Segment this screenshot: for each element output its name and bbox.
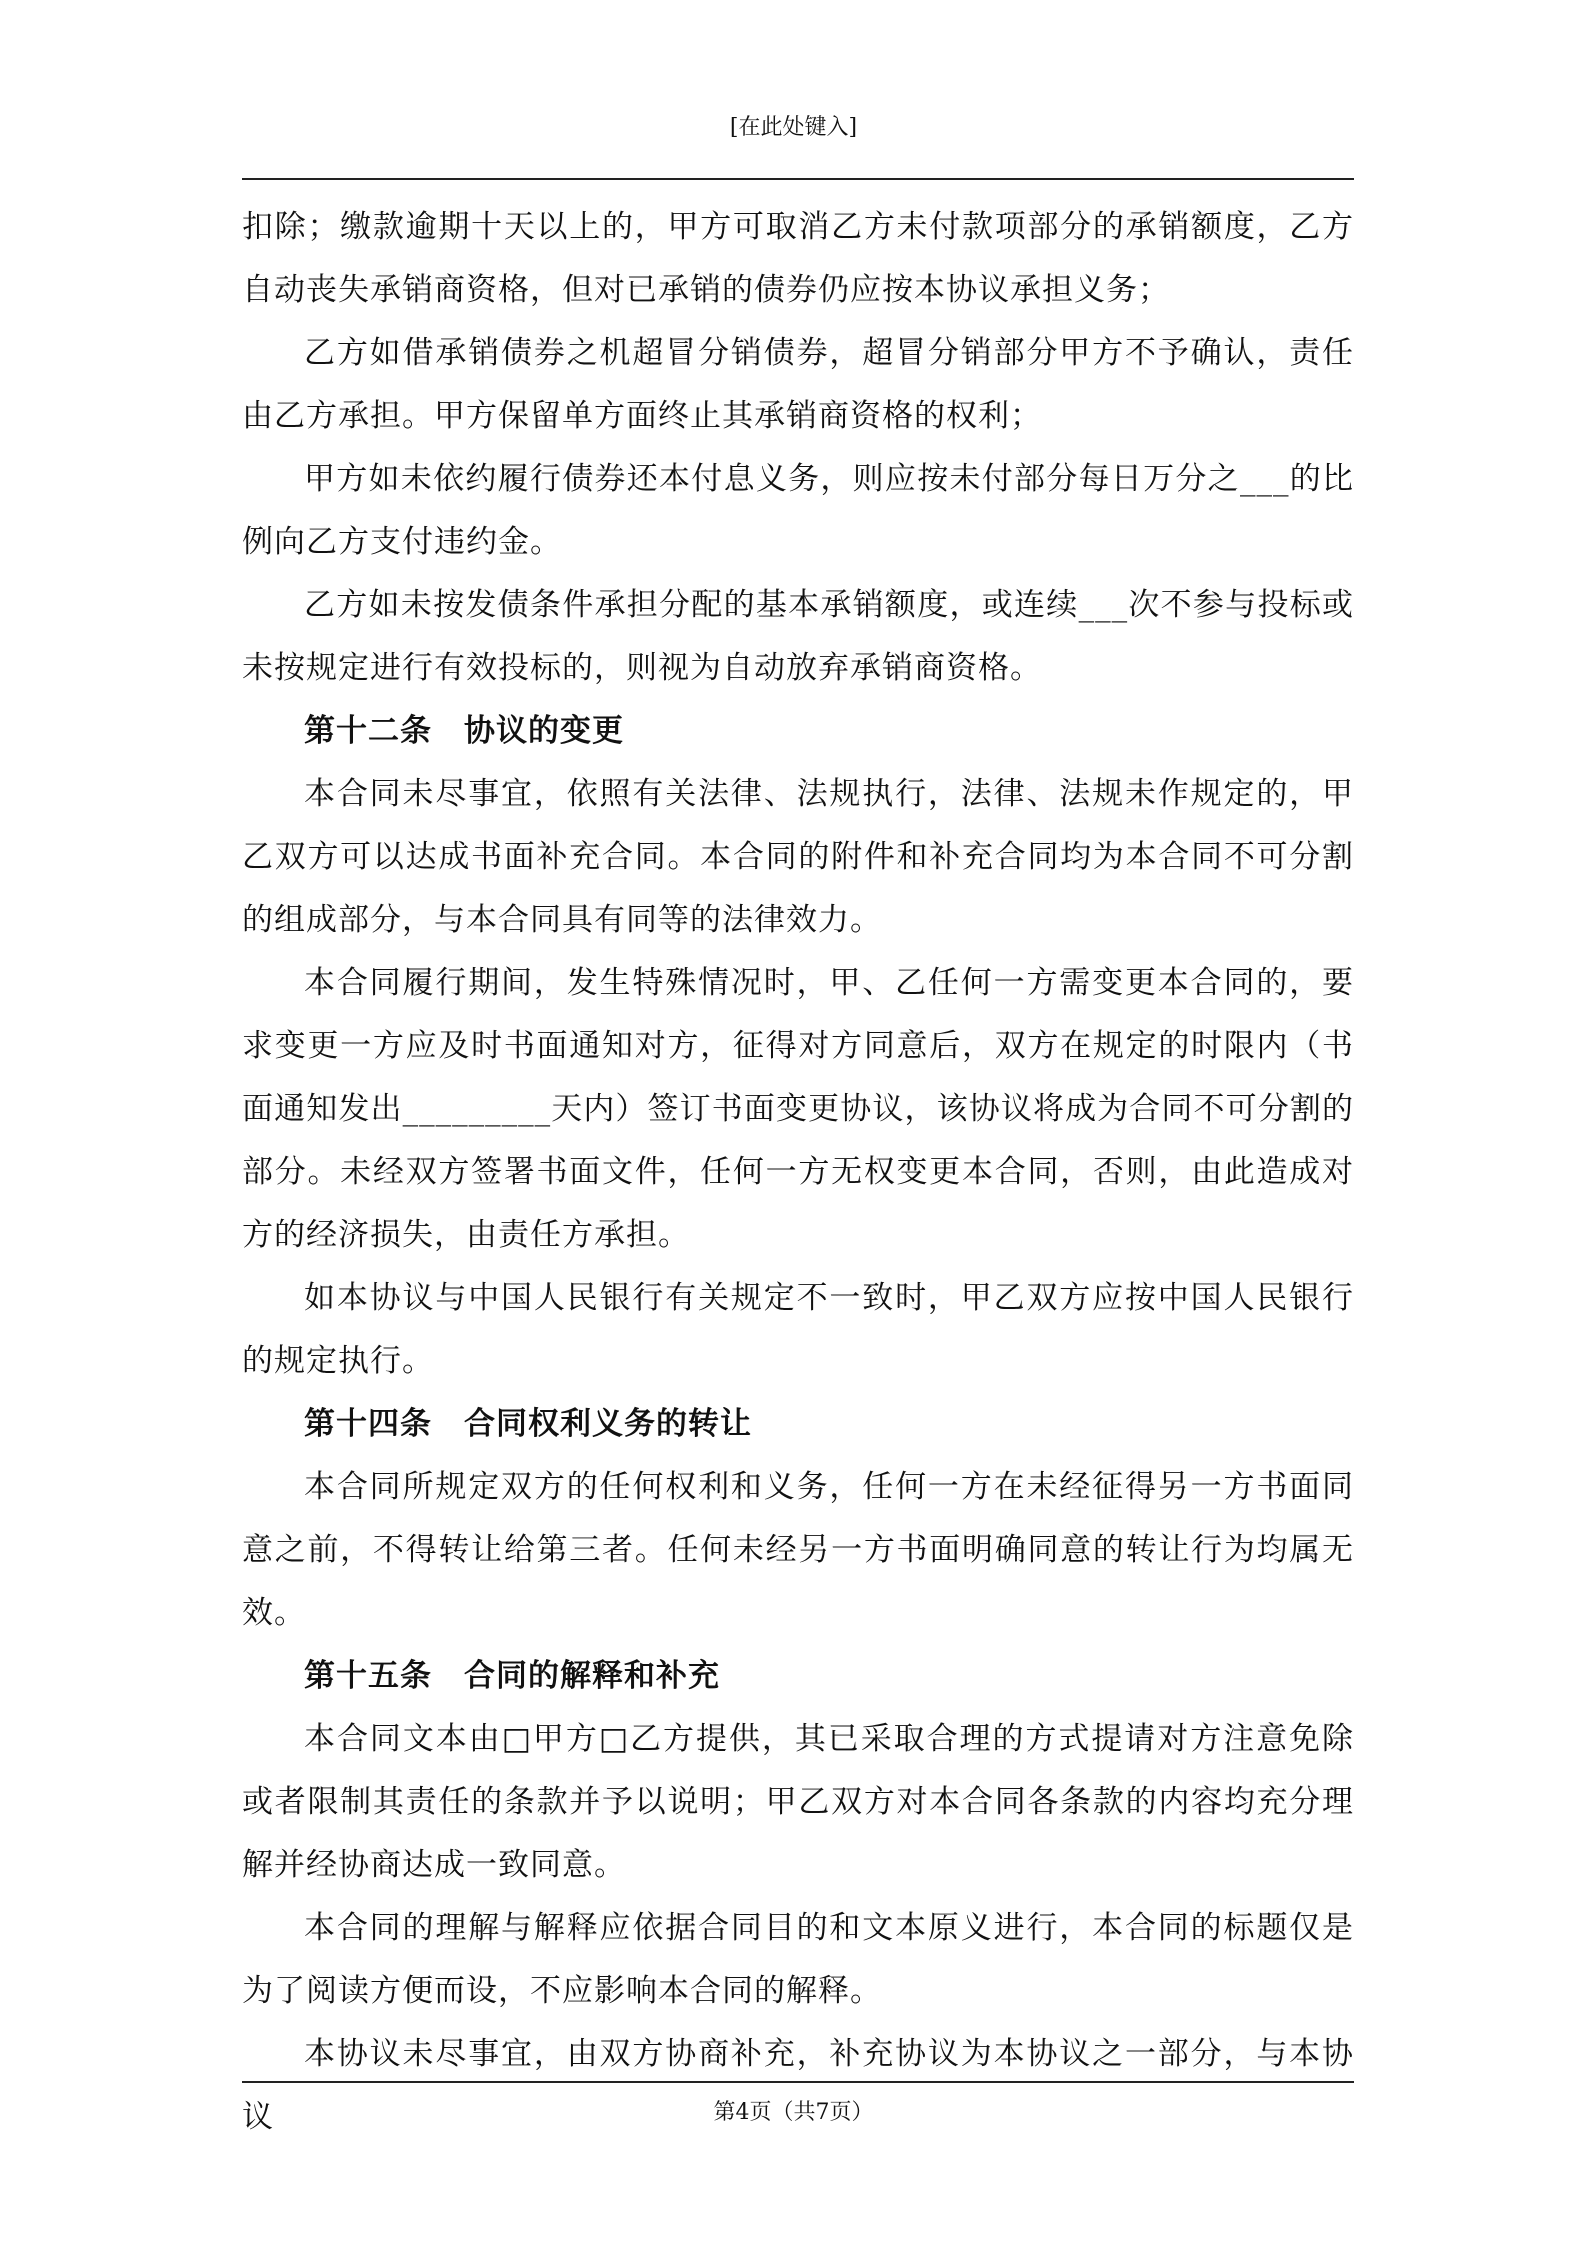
paragraph: 甲方如未依约履行债券还本付息义务，则应按未付部分每日万分之___的比例向乙方支付违约金。 [242,461,1354,560]
paragraph: 如本协议与中国人民银行有关规定不一致时，甲乙双方应按中国人民银行的规定执行。 [242,1280,1354,1379]
footer-divider [242,2081,1354,2083]
header-divider [242,178,1354,180]
section-heading: 第十四条 合同权利义务的转让 [304,1406,752,1442]
document-body [242,196,1354,2149]
paragraph: 本合同所规定双方的任何权利和义务，任何一方在未经征得另一方书面同意之前，不得转让给第三者。任何未经另一方书面明确同意的转让行为均属无效。 [242,1469,1354,1631]
paragraph: 本合同文本由□甲方□乙方提供，其已采取合理的方式提请对方注意免除或者限制其责任的条款并予以说明；甲乙双方对本合同各条款的内容均充分理解并经协商达成一致同意。 [242,1721,1354,1883]
page-header: [在此处键入] [729,115,858,140]
paragraph: 本协议未尽事宜，由双方协商补充，补充协议为本协议之一部分，与本协议 [242,2036,1354,2135]
paragraph: 本合同未尽事宜，依照有关法律、法规执行，法律、法规未作规定的，甲乙双方可以达成书面补充合同。本合同的附件和补充合同均为本合同不可分割的组成部分，与本合同具有同等的法律效力。 [242,776,1354,938]
section-heading: 第十五条 合同的解释和补充 [304,1658,720,1694]
paragraph: 本合同履行期间，发生特殊情况时，甲、乙任何一方需变更本合同的，要求变更一方应及时书面通知对方，征得对方同意后，双方在规定的时限内（书面通知发出_________天内）签订书面变更协议，该协议将成为合同不可分割的部分。未经双方签署书面文件，任何一方无权变更本合同，否则，由此造成对方的经济损失，由责任方承担。 [242,965,1354,1253]
paragraph: 乙方如借承销债券之机超冒分销债券，超冒分销部分甲方不予确认，责任由乙方承担。甲方保留单方面终止其承销商资格的权利； [242,335,1354,434]
paragraph: 扣除；缴款逾期十天以上的，甲方可取消乙方未付款项部分的承销额度，乙方自动丧失承销商资格，但对已承销的债券仍应按本协议承担义务； [242,209,1354,308]
paragraph: 乙方如未按发债条件承担分配的基本承销额度，或连续___次不参与投标或未按规定进行有效投标的，则视为自动放弃承销商资格。 [242,587,1354,686]
section-heading: 第十二条 协议的变更 [304,713,624,749]
page-number: 第4页（共7页） [713,2100,874,2125]
paragraph: 本合同的理解与解释应依据合同目的和文本原义进行，本合同的标题仅是为了阅读方便而设，不应影响本合同的解释。 [242,1910,1354,2009]
